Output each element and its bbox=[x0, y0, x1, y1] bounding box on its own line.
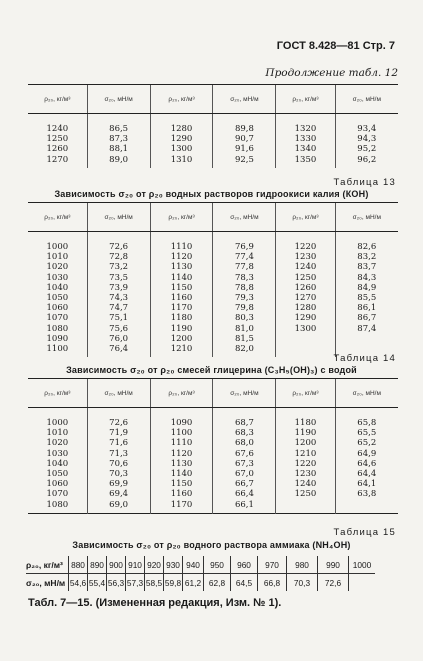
footnote: Табл. 7—15. (Измененная редакция, Изм. № 1). bbox=[28, 597, 282, 609]
table-cell: 75,6 bbox=[87, 324, 150, 334]
col-header: σ₂₀, мН/м bbox=[335, 203, 398, 232]
table-cell: 1040 bbox=[46, 458, 69, 469]
table-cell: 77,8 bbox=[213, 262, 276, 272]
table-cell: 82,0 bbox=[213, 344, 276, 357]
table-cell: 1250 bbox=[276, 273, 335, 283]
rho-cell: 930 bbox=[164, 556, 183, 574]
table-cell: 1020 bbox=[46, 438, 69, 449]
table-cell: 93,4 bbox=[335, 114, 398, 135]
table-cell: 74,3 bbox=[87, 293, 150, 303]
table-cell: 1030 bbox=[46, 272, 69, 283]
table-row bbox=[28, 144, 398, 154]
table-cell: 1110 bbox=[150, 232, 213, 253]
table-cell: 81,5 bbox=[213, 334, 276, 344]
table-cell: 66,4 bbox=[213, 489, 276, 499]
table-cell: 89,0 bbox=[87, 155, 150, 168]
table-15-caption: Зависимость σ₂₀ от ρ₂₀ водного раствора аммиака (NH₄OH) bbox=[72, 540, 351, 550]
table-cell: 1000 bbox=[46, 242, 69, 252]
table-cell: 80,3 bbox=[213, 313, 276, 323]
col-header: ρ₂₀, кг/м³ bbox=[276, 85, 335, 114]
table-cell: 96,2 bbox=[335, 155, 398, 168]
col-header: σ₂₀, мН/м bbox=[335, 85, 398, 114]
table-cell: 76,0 bbox=[87, 334, 150, 344]
table-cell: 73,5 bbox=[87, 273, 150, 283]
table-cell: 1010 bbox=[46, 252, 69, 263]
table-row bbox=[28, 313, 398, 323]
col-header: ρ₂₀, кг/м³ bbox=[28, 379, 87, 408]
table-row bbox=[28, 324, 398, 334]
continuation-note: Продолжение табл. 12 bbox=[265, 67, 398, 79]
table-cell: 1350 bbox=[276, 155, 335, 168]
table-row bbox=[28, 449, 398, 459]
table-cell: 1230 bbox=[276, 252, 335, 262]
table-cell: 75,1 bbox=[87, 313, 150, 323]
table-cell: 1150 bbox=[150, 479, 213, 489]
table-cell: 81,0 bbox=[213, 324, 276, 334]
table-cell: 1030 bbox=[46, 448, 69, 459]
table-cell: 1190 bbox=[276, 428, 335, 438]
sigma-cell: 66,8 bbox=[258, 574, 287, 592]
table-cell: 1330 bbox=[276, 134, 335, 144]
table-cell: 1130 bbox=[150, 262, 213, 272]
table-cell: 70,6 bbox=[87, 459, 150, 469]
table-cell: 1060 bbox=[46, 303, 69, 314]
table-row bbox=[28, 334, 398, 344]
table-row bbox=[28, 303, 398, 313]
table-cell: 1290 bbox=[276, 313, 335, 323]
table-cell bbox=[335, 500, 398, 514]
table-cell: 66,1 bbox=[213, 500, 276, 514]
page-header: ГОСТ 8.428—81 Стр. 7 bbox=[276, 40, 395, 52]
table-cell: 1290 bbox=[150, 134, 213, 144]
col-header: σ₂₀, мН/м bbox=[213, 379, 276, 408]
table-row bbox=[28, 500, 398, 514]
table-14-body bbox=[28, 408, 398, 514]
table-cell: 1200 bbox=[276, 438, 335, 448]
table-cell: 67,6 bbox=[213, 449, 276, 459]
table-row bbox=[28, 273, 398, 283]
table-cell: 1260 bbox=[276, 283, 335, 293]
table-cell: 94,3 bbox=[335, 134, 398, 144]
table-14 bbox=[28, 378, 398, 514]
table-cell: 91,6 bbox=[213, 144, 276, 154]
table-cell: 69,0 bbox=[87, 500, 150, 514]
table-cell: 1230 bbox=[276, 469, 335, 479]
table-cell: 92,5 bbox=[213, 155, 276, 168]
rho-cell: 980 bbox=[287, 556, 318, 574]
table-row bbox=[28, 459, 398, 469]
table-cell: 68,7 bbox=[213, 408, 276, 429]
table-cell: 1190 bbox=[150, 324, 213, 334]
table-cell: 74,7 bbox=[87, 303, 150, 313]
table-cell: 79,3 bbox=[213, 293, 276, 303]
rho-cell: 940 bbox=[183, 556, 204, 574]
table-cell: 1150 bbox=[150, 283, 213, 293]
table-row bbox=[28, 408, 398, 429]
table-cell: 1160 bbox=[150, 293, 213, 303]
table-cell: 1090 bbox=[150, 408, 213, 429]
table-cell: 86,1 bbox=[335, 303, 398, 313]
table-cell: 86,5 bbox=[87, 114, 150, 135]
table-row bbox=[28, 262, 398, 272]
table-cell: 64,1 bbox=[335, 479, 398, 489]
sigma-cell: 57,3 bbox=[126, 574, 145, 592]
table-cell: 71,3 bbox=[87, 449, 150, 459]
table-cell bbox=[276, 344, 335, 357]
col-header: ρ₂₀, кг/м³ bbox=[150, 203, 213, 232]
table-cell: 84,3 bbox=[335, 273, 398, 283]
table-15-sigma-row bbox=[26, 574, 375, 592]
table-cell: 1000 bbox=[46, 418, 69, 428]
table-cell: 1090 bbox=[46, 333, 69, 344]
table-cell: 1040 bbox=[46, 282, 69, 293]
table-cell: 1140 bbox=[150, 469, 213, 479]
table-cell: 1120 bbox=[150, 252, 213, 262]
table-cell: 64,4 bbox=[335, 469, 398, 479]
table-12-header bbox=[28, 85, 398, 114]
table-cell: 90,7 bbox=[213, 134, 276, 144]
table-cell: 1340 bbox=[276, 144, 335, 154]
sigma-cell: 55,4 bbox=[88, 574, 107, 592]
table-row bbox=[28, 283, 398, 293]
table-row bbox=[28, 134, 398, 144]
rho-cell: 900 bbox=[107, 556, 126, 574]
table-cell: 70,3 bbox=[87, 469, 150, 479]
table-cell: 1250 bbox=[276, 489, 335, 499]
col-header: ρ₂₀, кг/м³ bbox=[276, 203, 335, 232]
table-cell: 88,1 bbox=[87, 144, 150, 154]
table-cell: 1130 bbox=[150, 459, 213, 469]
col-header: σ₂₀, мН/м bbox=[213, 85, 276, 114]
table-cell: 1240 bbox=[276, 262, 335, 272]
table-13-body bbox=[28, 232, 398, 358]
table-cell: 1080 bbox=[46, 323, 69, 334]
table-13-header bbox=[28, 203, 398, 232]
table-cell: 1200 bbox=[150, 334, 213, 344]
table-cell: 1270 bbox=[276, 293, 335, 303]
rho-label: ρ₂₀, кг/м³ bbox=[26, 556, 69, 574]
table-cell: 72,6 bbox=[87, 408, 150, 429]
table-13-number: Таблица 13 bbox=[333, 177, 396, 188]
table-row bbox=[28, 252, 398, 262]
table-cell: 1010 bbox=[46, 428, 69, 439]
col-header: σ₂₀, мН/м bbox=[213, 203, 276, 232]
table-cell: 1110 bbox=[150, 438, 213, 448]
table-13-caption: Зависимость σ₂₀ от ρ₂₀ водных растворов гидроокиси калия (КОН) bbox=[54, 189, 369, 199]
table-cell: 68,3 bbox=[213, 428, 276, 438]
table-row bbox=[28, 489, 398, 499]
rho-cell: 890 bbox=[88, 556, 107, 574]
table-cell: 1240 bbox=[46, 124, 69, 134]
rho-cell: 970 bbox=[258, 556, 287, 574]
table-cell: 1120 bbox=[150, 449, 213, 459]
table-cell: 67,0 bbox=[213, 469, 276, 479]
table-cell: 1180 bbox=[276, 408, 335, 429]
rho-cell: 960 bbox=[231, 556, 258, 574]
table-cell: 82,6 bbox=[335, 232, 398, 253]
table-12 bbox=[28, 84, 398, 168]
table-cell: 1070 bbox=[46, 489, 69, 500]
table-cell: 72,8 bbox=[87, 252, 150, 262]
table-cell: 1070 bbox=[46, 313, 69, 324]
table-cell: 83,7 bbox=[335, 262, 398, 272]
table-cell: 1080 bbox=[46, 499, 69, 510]
col-header: σ₂₀, мН/м bbox=[87, 379, 150, 408]
table-row bbox=[28, 479, 398, 489]
col-header: ρ₂₀, кг/м³ bbox=[276, 379, 335, 408]
table-row bbox=[28, 155, 398, 168]
table-cell: 78,3 bbox=[213, 273, 276, 283]
table-cell: 87,3 bbox=[87, 134, 150, 144]
table-cell: 1240 bbox=[276, 479, 335, 489]
col-header: ρ₂₀, кг/м³ bbox=[150, 379, 213, 408]
table-12-body bbox=[28, 114, 398, 168]
table-cell: 64,9 bbox=[335, 449, 398, 459]
table-cell: 1320 bbox=[276, 114, 335, 135]
sigma-label: σ₂₀, мН/м bbox=[26, 577, 66, 588]
table-15 bbox=[26, 556, 375, 591]
table-row bbox=[28, 428, 398, 438]
table-cell: 77,4 bbox=[213, 252, 276, 262]
table-cell: 1220 bbox=[276, 232, 335, 253]
table-cell: 1020 bbox=[46, 262, 69, 273]
table-cell: 69,4 bbox=[87, 489, 150, 499]
sigma-cell: 70,3 bbox=[287, 574, 318, 592]
table-14-header bbox=[28, 379, 398, 408]
col-header: ρ₂₀, кг/м³ bbox=[150, 85, 213, 114]
table-cell: 1270 bbox=[46, 154, 69, 165]
table-cell: 1170 bbox=[150, 303, 213, 313]
table-cell: 87,4 bbox=[335, 324, 398, 334]
table-cell: 1060 bbox=[46, 479, 69, 490]
table-cell: 1050 bbox=[46, 469, 69, 480]
col-header: ρ₂₀, кг/м³ bbox=[28, 85, 87, 114]
table-cell: 1210 bbox=[150, 344, 213, 357]
table-cell: 1300 bbox=[150, 144, 213, 154]
col-header: ρ₂₀, кг/м³ bbox=[28, 203, 87, 232]
table-cell: 1250 bbox=[46, 134, 69, 145]
table-cell: 1210 bbox=[276, 449, 335, 459]
sigma-cell: 58,5 bbox=[145, 574, 164, 592]
table-cell: 69,9 bbox=[87, 479, 150, 489]
table-cell: 1300 bbox=[276, 324, 335, 334]
rho-cell: 990 bbox=[318, 556, 349, 574]
table-cell: 72,6 bbox=[87, 232, 150, 253]
rho-cell: 910 bbox=[126, 556, 145, 574]
table-cell: 67,3 bbox=[213, 459, 276, 469]
table-13 bbox=[28, 202, 398, 357]
table-cell: 64,6 bbox=[335, 459, 398, 469]
sigma-cell bbox=[349, 574, 376, 592]
col-header: σ₂₀, мН/м bbox=[87, 203, 150, 232]
sigma-cell: 72,6 bbox=[318, 574, 349, 592]
table-cell: 76,4 bbox=[87, 344, 150, 357]
sigma-cell: 56,3 bbox=[107, 574, 126, 592]
table-cell: 95,2 bbox=[335, 144, 398, 154]
table-cell: 1100 bbox=[46, 344, 69, 355]
table-cell bbox=[276, 500, 335, 514]
table-row bbox=[28, 293, 398, 303]
table-cell: 71,9 bbox=[87, 428, 150, 438]
table-14-caption: Зависимость σ₂₀ от ρ₂₀ смесей глицерина (C₃H₅(OH)₃) с водой bbox=[66, 365, 357, 375]
table-cell: 1310 bbox=[150, 155, 213, 168]
table-row bbox=[28, 114, 398, 135]
table-cell: 83,2 bbox=[335, 252, 398, 262]
table-cell: 1280 bbox=[276, 303, 335, 313]
rho-cell: 880 bbox=[69, 556, 88, 574]
sigma-cell: 54,6 bbox=[69, 574, 88, 592]
sigma-cell: 62,8 bbox=[204, 574, 231, 592]
col-header: σ₂₀, мН/м bbox=[87, 85, 150, 114]
table-cell: 1180 bbox=[150, 313, 213, 323]
table-cell: 78,8 bbox=[213, 283, 276, 293]
table-cell: 65,8 bbox=[335, 408, 398, 429]
table-cell: 1170 bbox=[150, 500, 213, 514]
table-cell: 73,9 bbox=[87, 283, 150, 293]
table-cell: 79,8 bbox=[213, 303, 276, 313]
rho-cell: 1000 bbox=[349, 556, 376, 574]
sigma-cell: 64,5 bbox=[231, 574, 258, 592]
table-cell: 68,0 bbox=[213, 438, 276, 448]
table-15-rho-row bbox=[26, 556, 375, 574]
table-cell: 1220 bbox=[276, 459, 335, 469]
table-row bbox=[28, 469, 398, 479]
table-cell: 89,8 bbox=[213, 114, 276, 135]
table-cell: 71,6 bbox=[87, 438, 150, 448]
table-cell: 1050 bbox=[46, 293, 69, 304]
table-row bbox=[28, 438, 398, 448]
table-cell: 85,5 bbox=[335, 293, 398, 303]
rho-cell: 950 bbox=[204, 556, 231, 574]
table-cell: 1140 bbox=[150, 273, 213, 283]
table-row bbox=[28, 232, 398, 253]
table-cell: 1100 bbox=[150, 428, 213, 438]
table-cell: 65,2 bbox=[335, 438, 398, 448]
table-cell bbox=[335, 334, 398, 344]
sigma-cell: 61,2 bbox=[183, 574, 204, 592]
table-cell: 63,8 bbox=[335, 489, 398, 499]
table-cell: 1260 bbox=[46, 144, 69, 155]
table-15-number: Таблица 15 bbox=[333, 527, 396, 538]
table-cell: 73,2 bbox=[87, 262, 150, 272]
table-cell bbox=[276, 334, 335, 344]
table-cell: 1160 bbox=[150, 489, 213, 499]
table-cell: 84,9 bbox=[335, 283, 398, 293]
table-cell: 76,9 bbox=[213, 232, 276, 253]
table-cell: 66,7 bbox=[213, 479, 276, 489]
col-header: σ₂₀, мН/м bbox=[335, 379, 398, 408]
table-cell: 65,5 bbox=[335, 428, 398, 438]
sigma-cell: 59,8 bbox=[164, 574, 183, 592]
rho-cell: 920 bbox=[145, 556, 164, 574]
table-cell: 1280 bbox=[150, 114, 213, 135]
table-cell: 86,7 bbox=[335, 313, 398, 323]
table-14-number: Таблица 14 bbox=[333, 353, 396, 364]
